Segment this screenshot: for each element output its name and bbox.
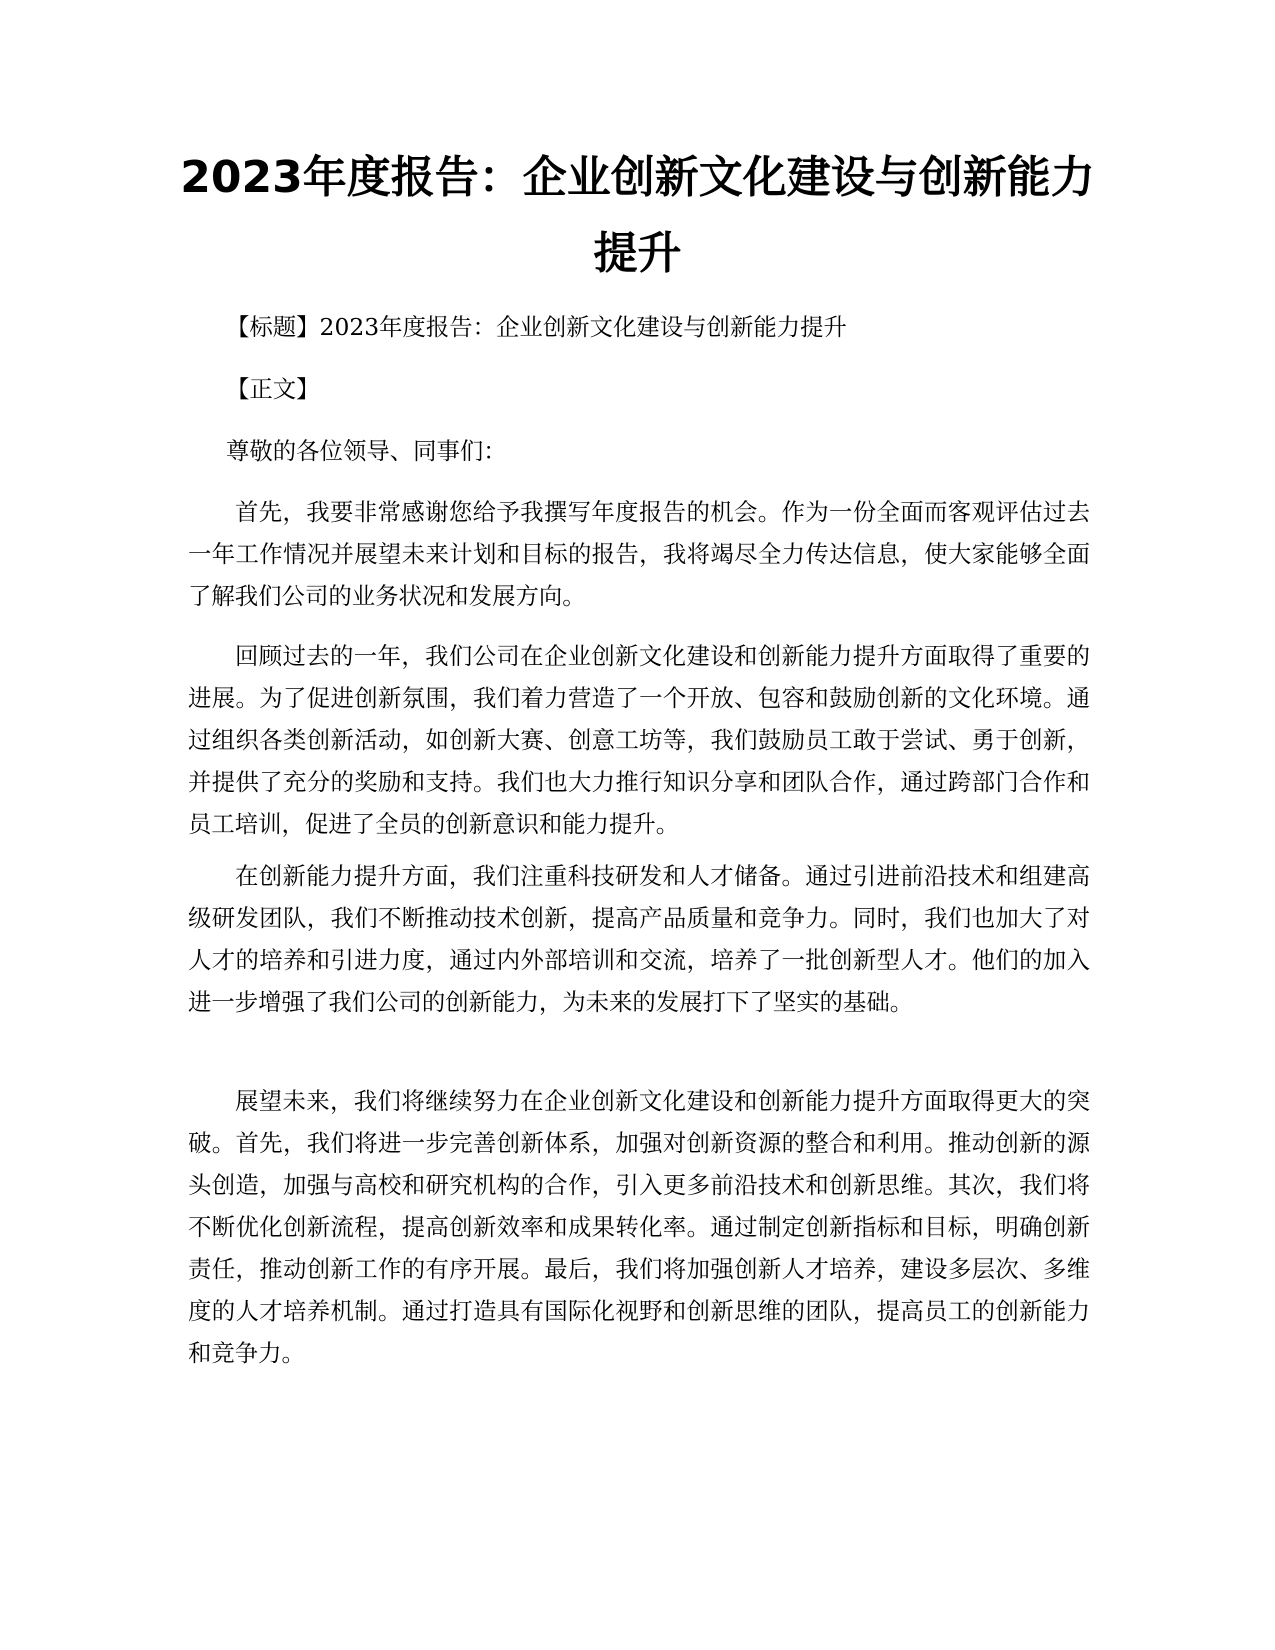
paragraph-outlook: 展望未来，我们将继续努力在企业创新文化建设和创新能力提升方面取得更大的突破。首先，我们将进一步完善创新体系，加强对创新资源的整合和利用。推动创新的源头创造，加强与高校和研究机构的合作，引入更多前沿技术和创新思维。其次，我们将不断优化创新流程，提高创新效率和成果转化率。通过制定创新指标和目标，明确创新责任，推动创新工作的有序开展。最后，我们将加强创新人才培养，建设多层次、多维度的人才培养机制。通过打造具有国际化视野和创新思维的团队，提高员工的创新能力和竞争力。 bbox=[188, 1087, 1090, 1367]
paragraph-review: 回顾过去的一年，我们公司在企业创新文化建设和创新能力提升方面取得了重要的进展。为了促进创新氛围，我们着力营造了一个开放、包容和鼓励创新的文化环境。通过组织各类创新活动，如创新大赛、创意工坊等，我们鼓励员工敢于尝试、勇于创新，并提供了充分的奖励和支持。我们也大力推行知识分享和团队合作，通过跨部门合作和员工培训，促进了全员的创新意识和能力提升。 bbox=[188, 642, 1090, 838]
title-label-line: 【标题】2023年度报告：企业创新文化建设与创新能力提升 bbox=[226, 313, 847, 341]
body-label: 【正文】 bbox=[226, 375, 320, 403]
salutation: 尊敬的各位领导、同事们： bbox=[226, 437, 507, 465]
paragraph-capability: 在创新能力提升方面，我们注重科技研发和人才储备。通过引进前沿技术和组建高级研发团队，我们不断推动技术创新，提高产品质量和竞争力。同时，我们也加大了对人才的培养和引进力度，通过内外部培训和交流，培养了一批创新型人才。他们的加入进一步增强了我们公司的创新能力，为未来的发展打下了坚实的基础。 bbox=[188, 862, 1090, 1016]
document-title: 2023年度报告：企业创新文化建设与创新能力提升 bbox=[180, 152, 1095, 279]
paragraph-gratitude: 首先，我要非常感谢您给予我撰写年度报告的机会。作为一份全面而客观评估过去一年工作情况并展望未来计划和目标的报告，我将竭尽全力传达信息，使大家能够全面了解我们公司的业务状况和发展方向。 bbox=[188, 498, 1090, 610]
